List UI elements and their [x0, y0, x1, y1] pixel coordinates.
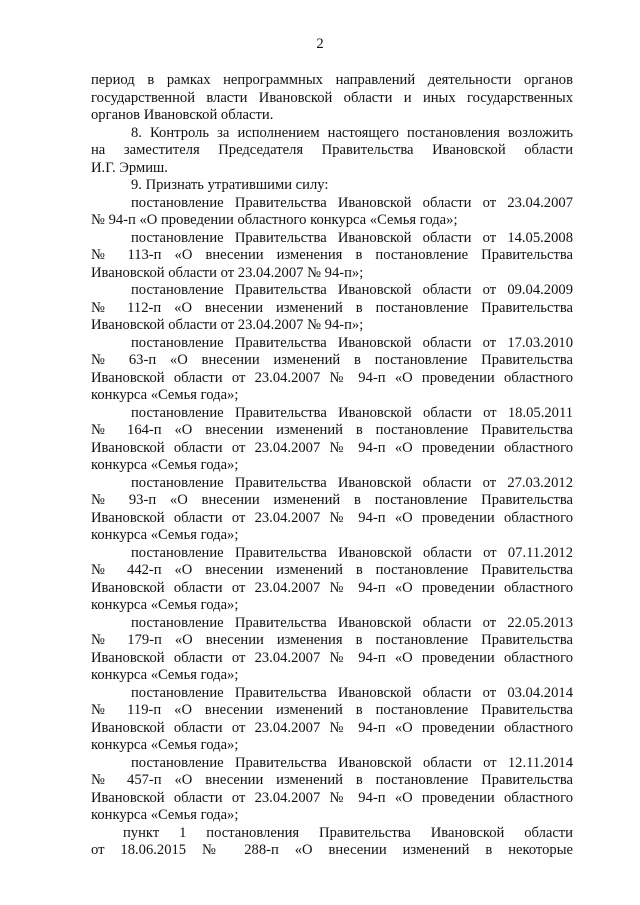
repealed-resolutions-list: [91, 195, 573, 825]
resolution-line: постановление Правительства Ивановской области от 18.05.2011: [131, 404, 573, 421]
resolution-item: [91, 230, 573, 283]
resolution-line: конкурса «Семья года»;: [91, 667, 239, 683]
resolution-line: конкурса «Семья года»;: [91, 807, 239, 823]
intro-line: государственной власти Ивановской области и иных государственных: [91, 89, 573, 106]
resolution-line: Ивановской области от 23.04.2007 № 94-п «О проведении областного: [91, 789, 573, 806]
resolution-line: Ивановской области от 23.04.2007 № 94-п «О проведении областного: [91, 439, 573, 456]
resolution-item: [91, 475, 573, 545]
document-body: [91, 72, 573, 860]
resolution-line: постановление Правительства Ивановской области от 27.03.2012: [131, 474, 573, 491]
item-9-line: 9. Признать утратившими силу:: [131, 177, 329, 193]
resolution-line: Ивановской области от 23.04.2007 № 94-п»;: [91, 317, 364, 333]
resolution-line: № 457-п «О внесении изменений в постановление Правительства: [91, 772, 573, 788]
resolution-line: постановление Правительства Ивановской области от 09.04.2009: [131, 282, 573, 298]
resolution-item: [91, 545, 573, 615]
item-8-paragraph: [91, 125, 573, 178]
resolution-line: Ивановской области от 23.04.2007 № 94-п «О проведении областного: [91, 579, 573, 596]
resolution-line: конкурса «Семья года»;: [91, 737, 239, 753]
resolution-item: [91, 282, 573, 335]
resolution-line: № 113-п «О внесении изменения в постановление Правительства: [91, 247, 573, 263]
final-line: от 18.06.2015 № 288-п «О внесении изменений в некоторые: [91, 842, 573, 858]
item-8-line: 8. Контроль за исполнением настоящего постановления возложить: [131, 124, 573, 141]
resolution-line: Ивановской области от 23.04.2007 № 94-п «О проведении областного: [91, 719, 573, 736]
resolution-line: № 94-п «О проведении областного конкурса «Семья года»;: [91, 212, 458, 228]
resolution-line: Ивановской области от 23.04.2007 № 94-п «О проведении областного: [91, 509, 573, 526]
resolution-item: [91, 195, 573, 230]
resolution-line: постановление Правительства Ивановской области от 14.05.2008: [131, 229, 573, 246]
resolution-item: [91, 755, 573, 825]
resolution-line: № 119-п «О внесении изменений в постановление Правительства: [91, 702, 573, 718]
resolution-line: № 63-п «О внесении изменений в постановление Правительства: [91, 352, 573, 368]
resolution-item: [91, 615, 573, 685]
resolution-item: [91, 685, 573, 755]
intro-line: органов Ивановской области.: [91, 107, 274, 123]
resolution-line: № 179-п «О внесении изменения в постановление Правительства: [91, 632, 573, 648]
intro-paragraph: [91, 72, 573, 125]
item-9-paragraph: [91, 177, 573, 195]
item-8-line: И.Г. Эрмиш.: [91, 159, 168, 176]
resolution-line: конкурса «Семья года»;: [91, 597, 239, 613]
final-line: пункт 1 постановления Правительства Ивановской области: [123, 824, 573, 841]
final-paragraph: [91, 825, 573, 860]
intro-line: период в рамках непрограммных направлений деятельности органов: [91, 72, 573, 88]
resolution-line: Ивановской области от 23.04.2007 № 94-п»;: [91, 264, 364, 281]
item-8-line: на заместителя Председателя Правительства Ивановской области: [91, 142, 573, 158]
resolution-line: постановление Правительства Ивановской области от 17.03.2010: [131, 334, 573, 351]
resolution-line: постановление Правительства Ивановской области от 12.11.2014: [131, 754, 573, 771]
resolution-line: постановление Правительства Ивановской области от 03.04.2014: [131, 684, 573, 701]
resolution-item: [91, 335, 573, 405]
resolution-line: конкурса «Семья года»;: [91, 457, 239, 473]
resolution-line: № 93-п «О внесении изменений в постановление Правительства: [91, 492, 573, 508]
resolution-line: постановление Правительства Ивановской области от 22.05.2013: [131, 614, 573, 631]
resolution-line: постановление Правительства Ивановской области от 07.11.2012: [131, 544, 573, 561]
resolution-line: постановление Правительства Ивановской области от 23.04.2007: [131, 194, 573, 211]
resolution-line: конкурса «Семья года»;: [91, 387, 239, 403]
resolution-line: конкурса «Семья года»;: [91, 527, 239, 543]
resolution-line: № 164-п «О внесении изменений в постановление Правительства: [91, 422, 573, 438]
resolution-line: № 112-п «О внесении изменений в постановление Правительства: [91, 299, 573, 316]
resolution-line: Ивановской области от 23.04.2007 № 94-п «О проведении областного: [91, 649, 573, 666]
resolution-line: № 442-п «О внесении изменений в постановление Правительства: [91, 562, 573, 578]
page-number: 2: [316, 36, 324, 52]
resolution-line: Ивановской области от 23.04.2007 № 94-п «О проведении областного: [91, 369, 573, 386]
resolution-item: [91, 405, 573, 475]
